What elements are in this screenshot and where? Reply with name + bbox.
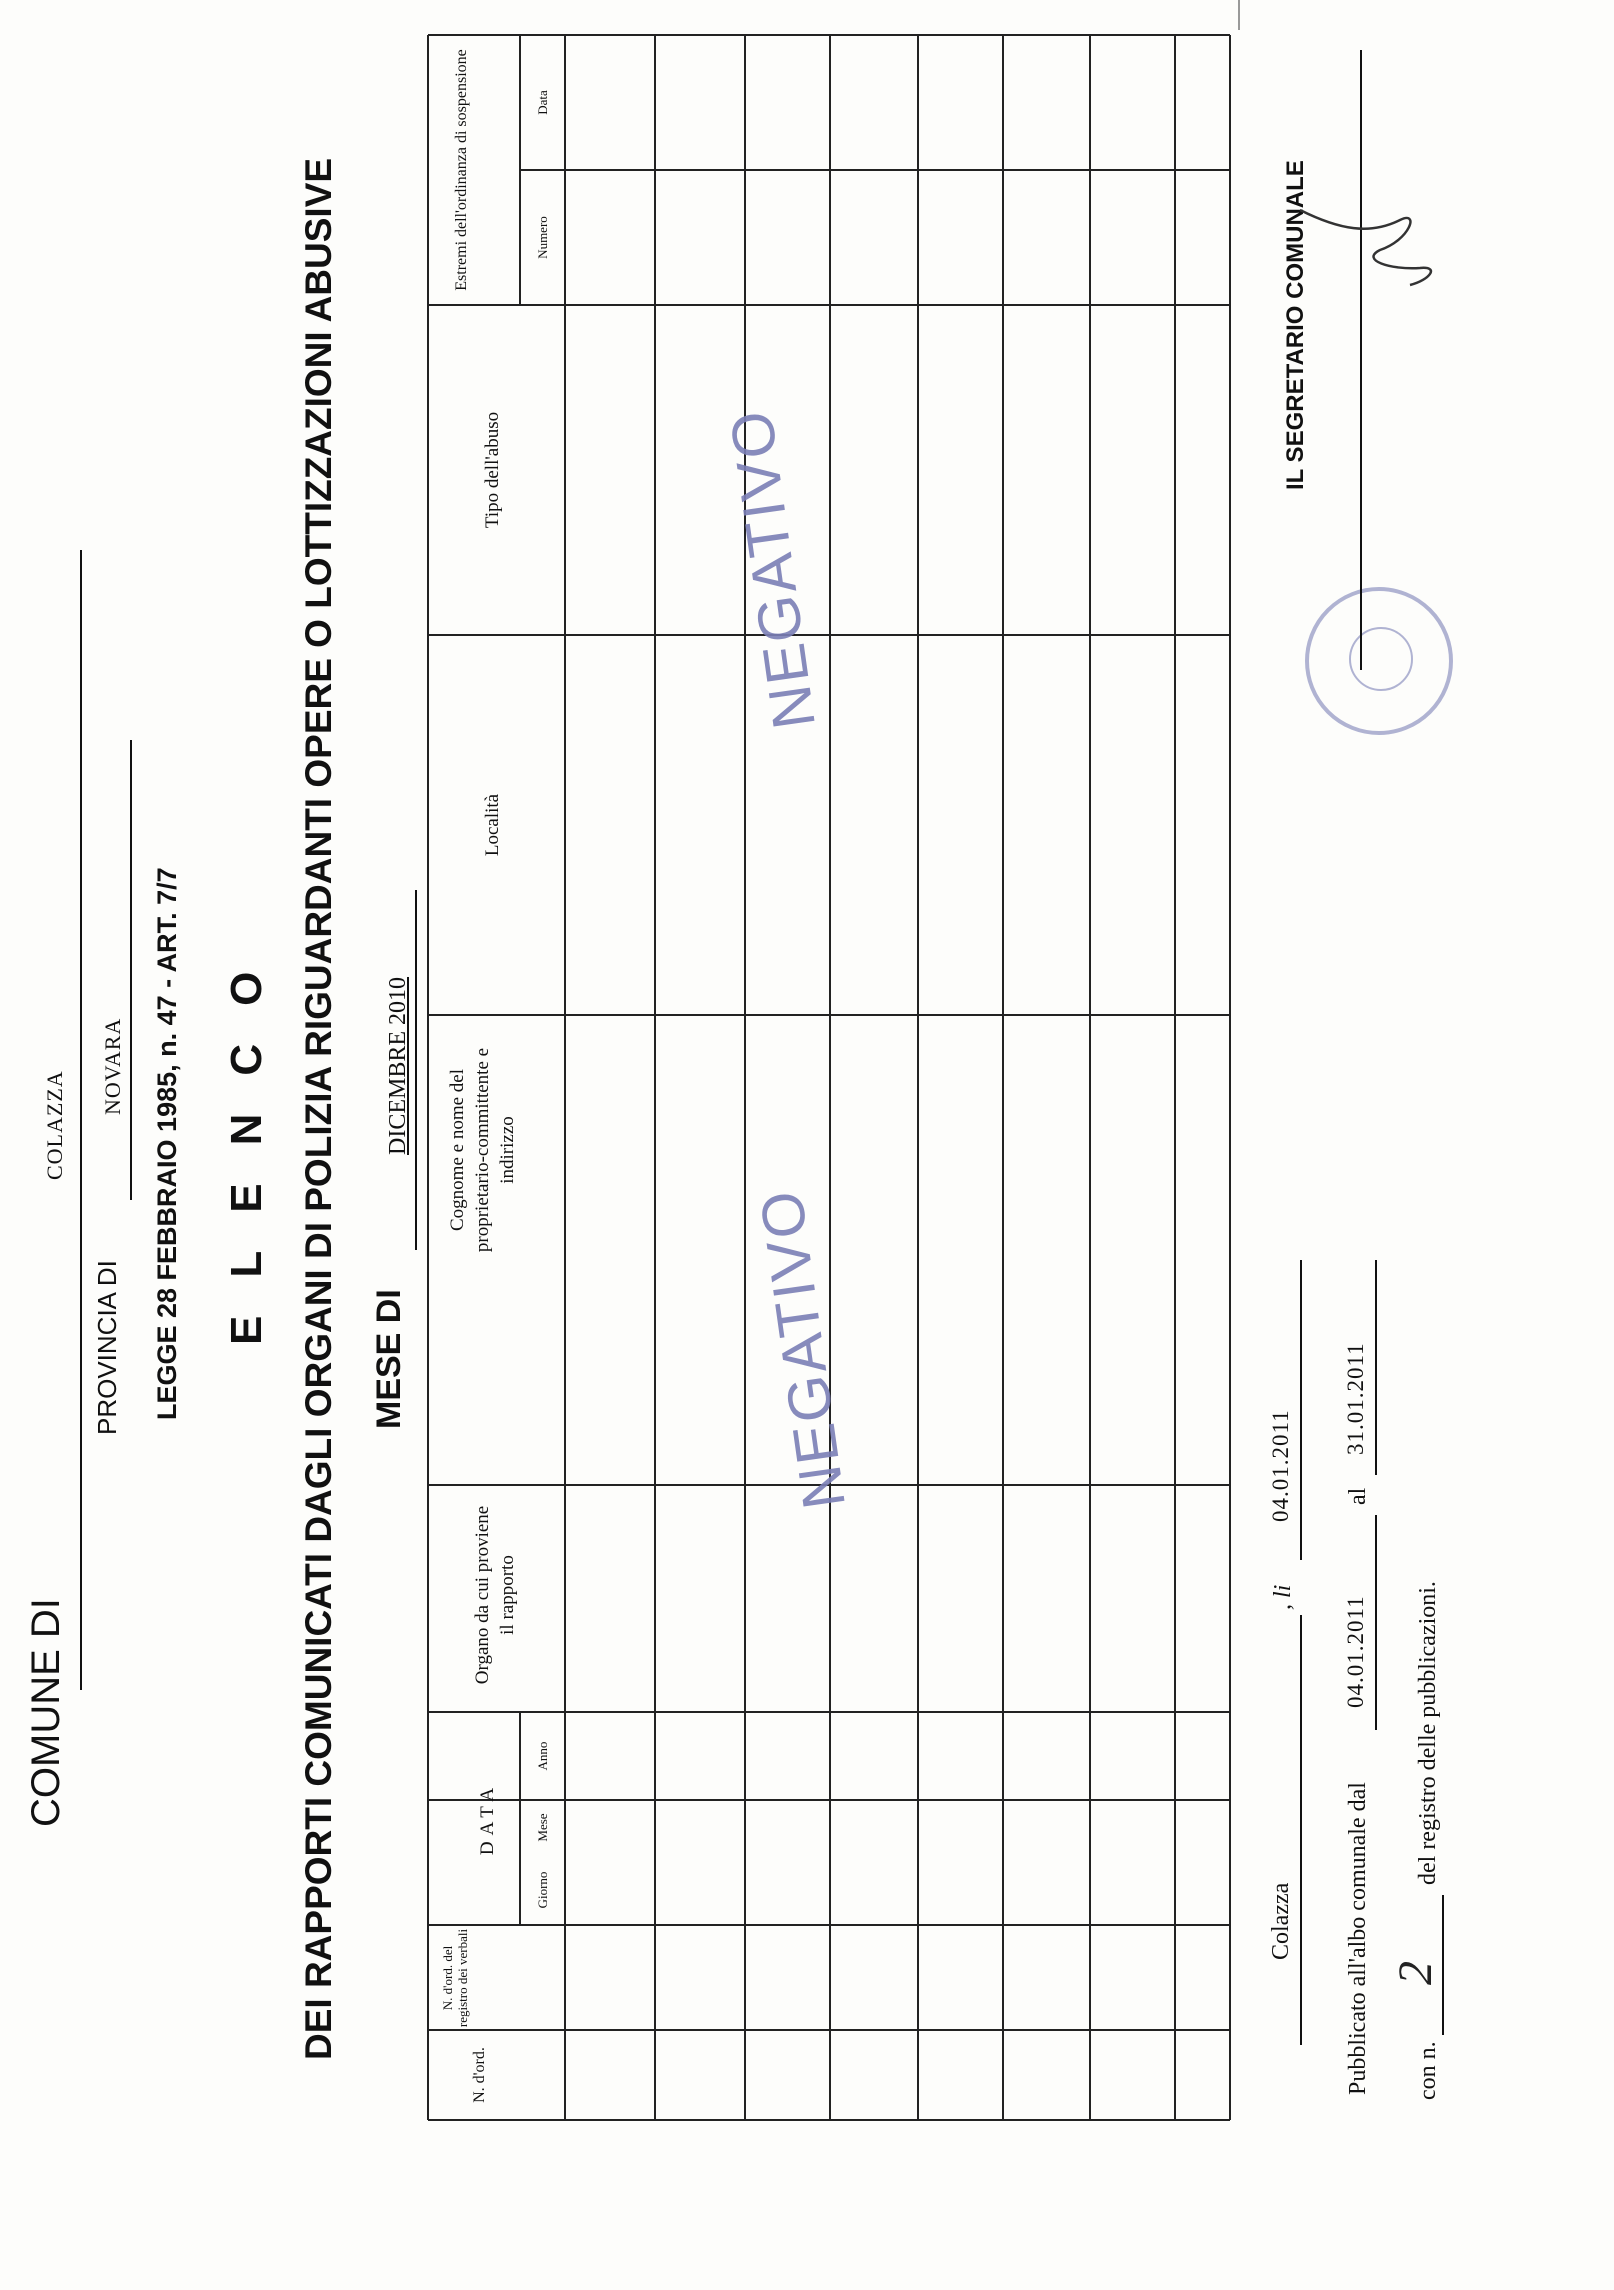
col-header-estremi: Estremi dell'ordinanza di sospensione: [453, 49, 470, 291]
al-line: [1375, 1260, 1377, 1475]
comune-label: COMUNE DI: [24, 1598, 68, 1827]
place-line: [1300, 1615, 1302, 2045]
li-label: , li: [1270, 1584, 1296, 1610]
al-value: 31.01.2011: [1343, 1342, 1368, 1455]
col-header-nord: N. d'ord.: [471, 2047, 488, 2103]
document-subtitle: DEI RAPPORTI COMUNICATI DAGLI ORGANI DI POLIZIA RIGUARDANTI OPERE O LOTTIZZAZIONI ABUSIVE: [298, 157, 339, 2060]
dal-value: 04.01.2011: [1343, 1595, 1368, 1708]
signature-mark: [1280, 130, 1460, 330]
registro-text: del registro delle pubblicazioni.: [1415, 1581, 1441, 1885]
mese-value: DICEMBRE 2010: [385, 976, 411, 1155]
col-header-mese: Mese: [535, 1813, 550, 1842]
provincia-label: PROVINCIA DI: [92, 1260, 122, 1435]
con-label: con n.: [1415, 2041, 1441, 2100]
provincia-value: NOVARA: [100, 1017, 125, 1115]
col-header-tipo: Tipo dell'abuso: [482, 411, 503, 529]
dal-line: [1375, 1515, 1377, 1730]
segretario-label: IL SEGRETARIO COMUNALE: [1282, 160, 1309, 490]
al-label: al: [1345, 1487, 1371, 1505]
negativo-stamp: NEGATIVO: [746, 1185, 859, 1514]
date-value: 04.01.2011: [1268, 1409, 1293, 1522]
seal-inner-ring: [1349, 627, 1413, 691]
col-header-organo: Organo da cui proviene il rapporto: [472, 1505, 518, 1685]
col-header-giorno: Giorno: [535, 1871, 550, 1909]
document-title: ELENCO: [222, 933, 271, 1345]
mese-label: MESE DI: [370, 1289, 408, 1429]
comune-value: COLAZZA: [42, 1070, 67, 1180]
col-header-anno: Anno: [535, 1741, 550, 1771]
col-header-numero: Numero: [535, 216, 550, 259]
place-value: Colazza: [1268, 1882, 1294, 1960]
col-header-registro: N. d'ord. del registro dei verbali: [440, 1928, 470, 2028]
date-line: [1300, 1260, 1302, 1560]
negativo-stamp: NEGATIVO: [716, 405, 829, 734]
col-header-data-sospensione: Data: [535, 90, 550, 115]
comune-seal-stamp: [1305, 587, 1453, 735]
col-header-data: DATA: [477, 1781, 498, 1856]
con-value: 2: [1389, 1961, 1442, 1985]
pubblicato-label: Pubblicato all'albo comunale dal: [1345, 1782, 1371, 2095]
col-header-localita: Località: [482, 793, 503, 857]
law-reference: LEGGE 28 FEBBRAIO 1985, n. 47 - ART. 7/7: [152, 867, 182, 1420]
col-header-cognome: Cognome e nome del proprietario-committente e indirizzo: [447, 1047, 518, 1253]
